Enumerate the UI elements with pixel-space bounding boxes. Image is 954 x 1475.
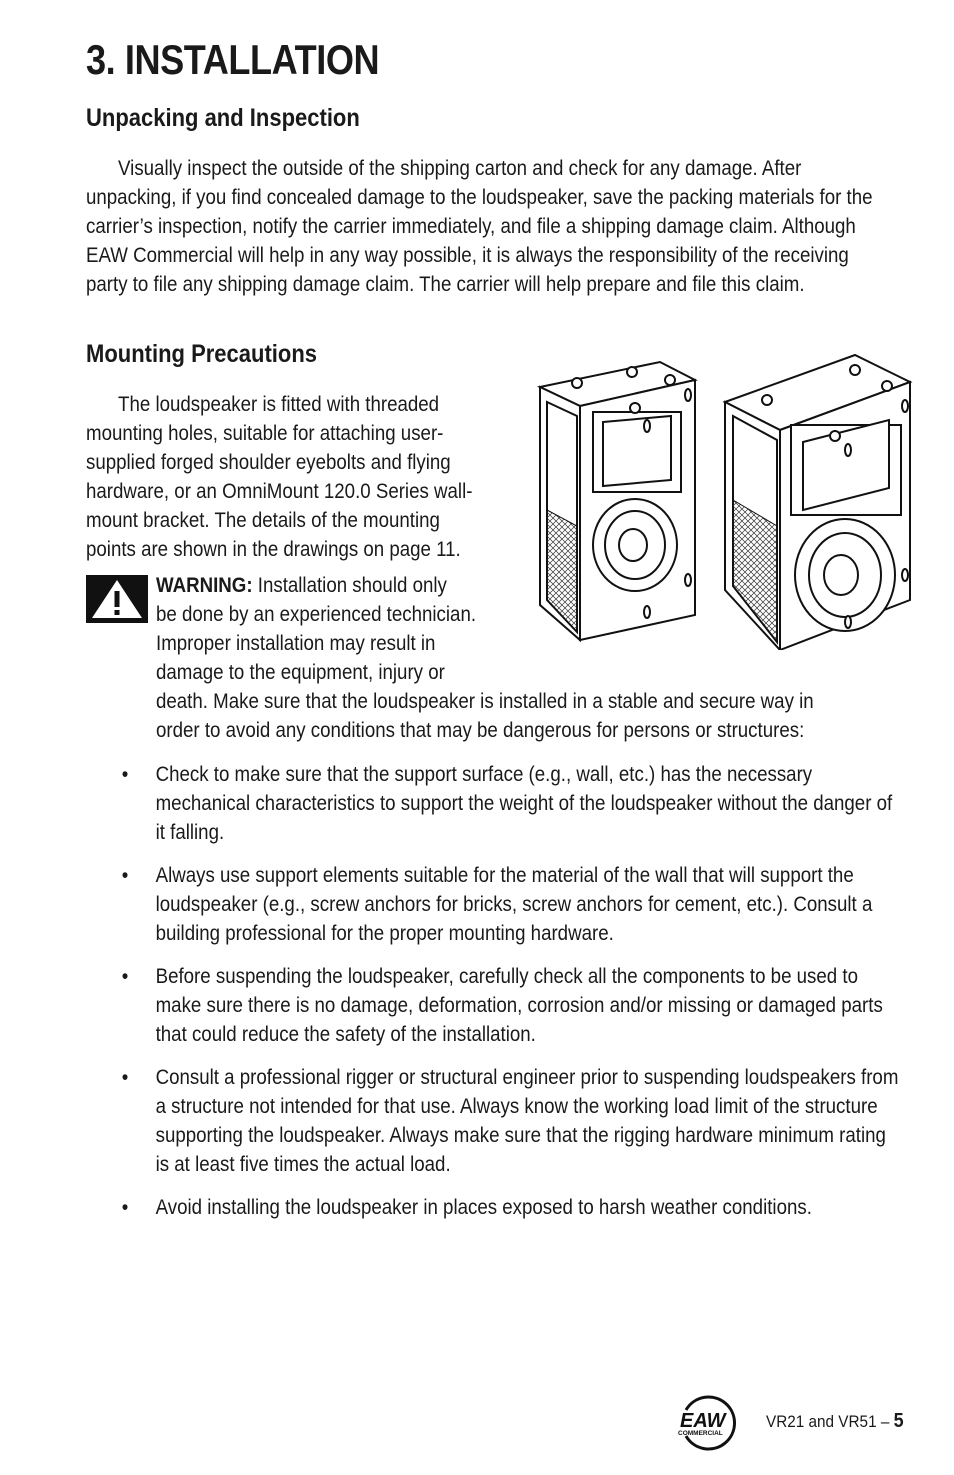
- mounting-line: mount bracket. The details of the mounting: [86, 509, 440, 532]
- eaw-commercial-logo: [672, 1390, 744, 1452]
- mounting-paragraph: [86, 390, 531, 564]
- bullet-icon: •: [121, 763, 129, 786]
- list-item: • Always use support elements suitable for the material of the wall that will support the loudspeaker (e.g., screw anchors for bricks, screw anchors for cement, etc.). Consult a building professional for the proper mounting hardware.: [120, 861, 903, 948]
- bullet-icon: •: [121, 864, 129, 887]
- mounting-line: mounting holes, suitable for attaching user-: [86, 422, 444, 445]
- footer-page-label: [766, 1410, 904, 1433]
- warning-line: Installation should only: [252, 574, 447, 597]
- bullet-icon: •: [121, 965, 129, 988]
- section-heading-mounting: Mounting Precautions: [86, 340, 317, 368]
- bullet-icon: •: [121, 1066, 129, 1089]
- precautions-list: [120, 760, 903, 1236]
- section-heading-unpacking: Unpacking and Inspection: [86, 104, 360, 132]
- unpacking-paragraph: Visually inspect the outside of the shipping carton and check for any damage. After unpacking, if you find concealed damage to the loudspeaker, save the packing materials for the carrier’s inspection, notify the carrier immediately, and file a shipping damage claim. Although EAW Commercial will help in any way possible, it is always the responsibility of the receiving party to file any shipping damage claim. The carrier will help prepare and file this claim.: [86, 157, 873, 296]
- logo-subtext: COMMERCIAL: [678, 1430, 723, 1437]
- list-item: • Avoid installing the loudspeaker in places exposed to harsh weather conditions.: [120, 1193, 903, 1222]
- bullet-icon: •: [121, 1196, 129, 1219]
- page-title: 3. INSTALLATION: [86, 36, 380, 83]
- warning-line: be done by an experienced technician.: [156, 603, 477, 626]
- warning-triangle-icon: [86, 575, 148, 623]
- loudspeaker-drawing: [535, 350, 915, 650]
- mounting-line: hardware, or an OmniMount 120.0 Series wall-: [86, 480, 473, 503]
- warning-line: death. Make sure that the loudspeaker is installed in a stable and secure way in: [156, 690, 814, 713]
- warning-label: WARNING:: [156, 574, 253, 597]
- list-item: • Check to make sure that the support surface (e.g., wall, etc.) has the necessary mechanical characteristics to support the weight of the loudspeaker without the danger of it falling.: [120, 760, 903, 847]
- page-number: 5: [893, 1410, 904, 1432]
- logo-text: EAW: [680, 1410, 726, 1432]
- mounting-line: points are shown in the drawings on page 11.: [86, 538, 461, 561]
- warning-line: order to avoid any conditions that may be dangerous for persons or structures:: [156, 719, 805, 742]
- mounting-line: supplied forged shoulder eyebolts and flying: [86, 451, 451, 474]
- list-item: • Before suspending the loudspeaker, carefully check all the components to be used to make sure there is no damage, deformation, corrosion and/or missing or damaged parts that could reduce the safety of the installation.: [120, 962, 903, 1049]
- speaker-left: [540, 362, 695, 640]
- list-item: • Consult a professional rigger or structural engineer prior to suspending loudspeakers from a structure not intended for that use. Always know the working load limit of the structure supporting the loudspeaker. Always make sure that the rigging hardware minimum rating is at least five times the actual load.: [120, 1063, 903, 1179]
- footer-model: VR21 and VR51 –: [766, 1412, 894, 1431]
- warning-line: damage to the equipment, injury or: [156, 661, 445, 684]
- warning-line: Improper installation may result in: [156, 632, 436, 655]
- mounting-line: The loudspeaker is fitted with threaded: [118, 393, 440, 416]
- speaker-right: [725, 355, 910, 650]
